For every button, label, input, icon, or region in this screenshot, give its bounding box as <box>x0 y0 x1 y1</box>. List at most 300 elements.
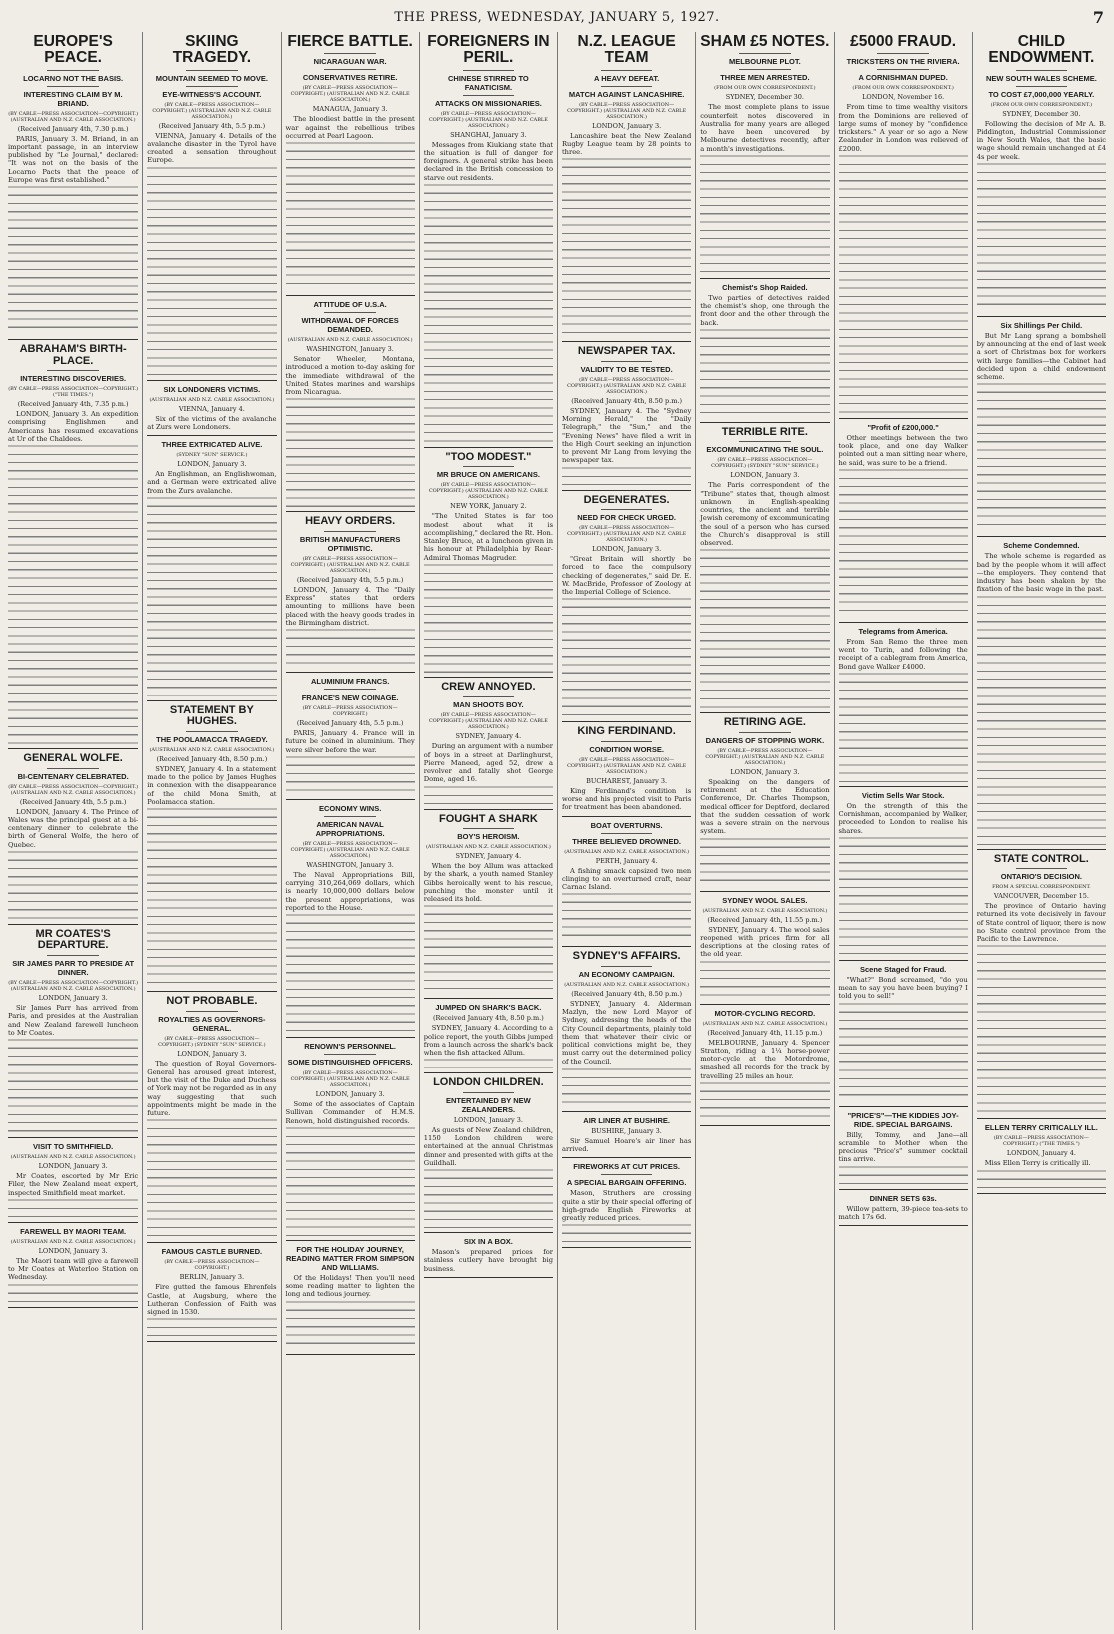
article-body: Fire gutted the famous Ehrenfels Castle, at Augsburg, where the Lutheran Confession of Faith was signed in 1530. <box>147 1283 276 1337</box>
divider <box>324 312 376 313</box>
article-subheading: SYDNEY WOOL SALES. <box>722 895 808 905</box>
dateline: SHANGHAI, January 3. <box>450 130 527 139</box>
article <box>286 677 415 800</box>
column-1 <box>4 32 142 1630</box>
dateline: SYDNEY, January 4. <box>455 852 522 861</box>
article-subheading: BRITISH MANUFACTURERS OPTIMISTIC. <box>299 534 401 553</box>
article-subheading: CONDITION WORSE. <box>589 744 664 754</box>
divider <box>186 70 238 71</box>
column-7 <box>834 32 972 1630</box>
article-subheading: CHINESE STIRRED TO FANATICISM. <box>448 73 529 92</box>
article-rule <box>700 712 829 713</box>
article <box>8 1142 138 1223</box>
article-subheading: THREE BELIEVED DROWNED. <box>572 836 681 846</box>
agency-credit: (AUSTRALIAN AND N.Z. CABLE ASSOCIATION.) <box>564 981 690 988</box>
article-subheading: EXCOMMUNICATING THE SOUL. <box>706 445 824 455</box>
article <box>147 440 276 701</box>
article-headline: CHILD ENDOWMENT. <box>988 33 1095 67</box>
article-headline: RETIRING AGE. <box>723 716 806 729</box>
article-rule <box>147 991 276 992</box>
article-subheading: LOCARNO NOT THE BASIS. <box>23 73 124 83</box>
article-subheading: ECONOMY WINS. <box>318 803 382 813</box>
article-rule <box>700 278 829 279</box>
article-subheading: NICARAGUAN WAR. <box>313 57 387 67</box>
article-subheading: A CORNISHMAN DUPED. <box>858 73 948 83</box>
agency-credit: (BY CABLE—PRESS ASSOCIATION—COPYRIGHT.) (AUSTRALIAN AND N.Z. CABLE ASSOCIATION.) <box>428 482 548 501</box>
article <box>424 814 553 1000</box>
article-body: The Paris correspondent of the "Tribune" states that, though almost unknown in English-speaking countries, the ancient and terrible Jewish ceremony of excommunicating the soul of a person who has cursed the Church's disapproval is still observed. <box>700 481 829 708</box>
article-rule <box>286 1240 415 1241</box>
agency-credit: (BY CABLE—PRESS ASSOCIATION—COPYRIGHT.) ("THE TIMES.") <box>993 1135 1089 1148</box>
article-subheading: INTERESTING DISCOVERIES. <box>20 374 127 384</box>
article <box>700 283 829 423</box>
article-rule <box>424 1232 553 1233</box>
article <box>700 717 829 891</box>
article-body: MELBOURNE, January 4. Spencer Stratton, riding a 1¼ horse-power motor-cycle at the Motordrome, smashed all records for the track by travelling 25 miles an hour. <box>700 1039 829 1121</box>
article-rule <box>977 316 1106 317</box>
article-subheading: "Profit of £200,000." <box>867 422 939 432</box>
agency-credit: (BY CABLE—PRESS ASSOCIATION—COPYRIGHT.) (AUSTRALIAN AND N.Z. CABLE ASSOCIATION.) <box>428 110 548 129</box>
article-rule <box>286 511 415 512</box>
article-subheading: ATTACKS ON MISSIONARIES. <box>434 98 542 108</box>
article-body: The Naval Appropriations Bill, carrying 310,264,069 dollars, which is nearly 10,000,000 dollars below the present appropriations, was reported to the House. <box>286 871 415 1033</box>
column-8 <box>972 32 1110 1630</box>
article-body: An Englishman, an Englishwoman, and a German were extricated alive from the Zurs avalanche. <box>147 470 276 696</box>
article-rule <box>700 1004 829 1005</box>
article-rule <box>147 700 276 701</box>
article-body: Mason's prepared prices for stainless cutlery have brought big business. <box>423 1248 553 1273</box>
article-body: The province of Ontario having returned its vote decisively in favour of State control of liquor, there is now no State control province from the Pacific to the Lawrence. <box>977 902 1106 1114</box>
article-subheading: THREE MEN ARRESTED. <box>720 73 810 83</box>
article-rule <box>8 748 138 749</box>
article-rule <box>839 1189 968 1190</box>
agency-credit: (BY CABLE—PRESS ASSOCIATION—COPYRIGHT.) (AUSTRALIAN AND N.Z. CABLE ASSOCIATION.) <box>567 376 687 395</box>
dateline: (Received January 4th, 11.15 p.m.) <box>707 1028 823 1037</box>
article-subheading: FRANCE'S NEW COINAGE. <box>301 693 399 703</box>
divider <box>324 69 376 70</box>
article-body: SYDNEY, January 4. According to a police report, the youth Gibbs jumped from a launch across the shark's back when the fish attacked Allum. <box>424 1024 553 1068</box>
article-headline: NEWSPAPER TAX. <box>577 345 676 358</box>
article-subheading: BI-CENTENARY CELEBRATED. <box>17 771 129 781</box>
article-rule <box>424 1277 553 1278</box>
article <box>839 423 968 623</box>
article-rule <box>977 1193 1106 1194</box>
article-body: "What?" Bond screamed, "do you mean to say you have been buying? I told you to sell!" <box>839 976 968 1102</box>
article-body: King Ferdinand's condition is worse and his projected visit to Paris for treatment has been abandoned. <box>562 786 692 812</box>
article <box>977 854 1106 1120</box>
article-rule <box>8 1137 138 1138</box>
article-subheading: SIR JAMES PARR TO PRESIDE AT DINNER. <box>12 959 135 978</box>
article-rule <box>424 998 553 999</box>
article <box>562 1162 691 1248</box>
article-rule <box>562 816 691 817</box>
dateline: PERTH, January 4. <box>595 856 658 865</box>
article-body: Speaking on the dangers of retirement at the Education Conference, Dr. Charles Thompson, medical officer for Deptford, declared that the sudden cessation of work was a severe strain on the nervous system. <box>700 778 829 887</box>
article <box>286 300 415 512</box>
column-5 <box>557 32 695 1630</box>
agency-credit: (BY CABLE—PRESS ASSOCIATION—COPYRIGHT.) (AUSTRALIAN AND N.Z. CABLE ASSOCIATION.) <box>428 712 548 731</box>
article <box>839 791 968 961</box>
article <box>977 541 1106 849</box>
divider <box>601 86 653 87</box>
article <box>562 1116 691 1159</box>
article-rule <box>147 1242 276 1243</box>
dateline: (Received January 4th, 8.50 p.m.) <box>571 989 682 998</box>
article-subheading: TO COST £7,000,000 YEARLY. <box>988 89 1095 99</box>
article <box>424 452 553 678</box>
article <box>562 821 691 948</box>
dateline: BUSHIRE, January 3. <box>591 1126 662 1135</box>
article <box>839 965 968 1107</box>
article-rule <box>286 295 415 296</box>
agency-credit: (BY CABLE—PRESS ASSOCIATION—COPYRIGHT.) (AUSTRALIAN AND N.Z. CABLE ASSOCIATION.) <box>8 110 139 123</box>
article-body: On the strength of this the Cornishman, accompanied by Walker, proceeded to London to realise his shares. <box>839 802 968 956</box>
dateline: LONDON, January 3. <box>730 767 800 776</box>
article <box>700 896 829 1005</box>
article <box>977 1123 1106 1193</box>
article <box>286 804 415 1038</box>
article <box>286 1245 415 1355</box>
divider <box>324 53 376 54</box>
article-body: Mason, Struthers are crossing quite a stir by their special offering of high-grade English Fireworks at greatly reduced prices. <box>562 1189 691 1243</box>
dateline: NEW YORK, January 2. <box>450 502 527 511</box>
divider <box>186 86 238 87</box>
divider <box>877 69 929 70</box>
article-subheading: RENOWN'S PERSONNEL. <box>304 1042 397 1052</box>
article-subheading: TRICKSTERS ON THE RIVIERA. <box>846 57 960 67</box>
article-subheading: "PRICE'S"—THE KIDDIES JOY-RIDE. SPECIAL BARGAINS. <box>847 1110 959 1129</box>
article-headline: ABRAHAM'S BIRTH-PLACE. <box>19 343 127 367</box>
divider <box>324 1054 376 1055</box>
divider <box>601 361 653 362</box>
article <box>286 516 415 673</box>
article <box>424 1237 553 1278</box>
agency-credit: (BY CABLE—PRESS ASSOCIATION—COPYRIGHT.) (AUSTRALIAN AND N.Z. CABLE ASSOCIATION.) <box>290 555 410 574</box>
article-subheading: INTERESTING CLAIM BY M. BRIAND. <box>23 89 123 108</box>
divider <box>1016 868 1068 869</box>
article-body: From San Remo the three men went to Turin, and following the receipt of a cablegram from America, Bond gave Walker £4000. <box>839 638 968 782</box>
article-rule <box>424 809 553 810</box>
article-body: "Great Britain will shortly be forced to face the compulsory checking of degenerates," said Dr. E. W. MacBride, Professor of Zoology at the Imperial College of Science. <box>562 555 691 717</box>
article-subheading: THE POOLAMACCA TRAGEDY. <box>156 734 268 744</box>
article-subheading: ROYALTIES AS GOVERNORS-GENERAL. <box>158 1014 266 1033</box>
agency-credit: (BY CABLE—PRESS ASSOCIATION—COPYRIGHT.) (AUSTRALIAN AND N.Z. CABLE ASSOCIATION.) <box>290 85 410 104</box>
dateline: SYDNEY, December 30. <box>725 93 804 102</box>
article-body: The whole scheme is regarded as bad by the people whom it will affect—the employers. They contend that industry has been shaken by the fixation of the basic wage in the past. <box>977 552 1106 844</box>
article-headline: FOREIGNERS IN PERIL. <box>427 33 550 67</box>
article-headline: N.Z. LEAGUE TEAM <box>577 33 676 67</box>
agency-credit: (AUSTRALIAN AND N.Z. CABLE ASSOCIATION.) <box>10 1238 136 1245</box>
article-subheading: FIREWORKS AT CUT PRICES. <box>573 1162 680 1172</box>
agency-credit: (AUSTRALIAN AND N.Z. CABLE ASSOCIATION.) <box>702 907 828 914</box>
divider <box>463 696 515 697</box>
agency-credit: (BY CABLE—PRESS ASSOCIATION—COPYRIGHT.) (AUSTRALIAN AND N.Z. CABLE ASSOCIATION.) <box>290 840 410 859</box>
divider <box>186 731 238 732</box>
article-subheading: Telegrams from America. <box>858 626 948 636</box>
article-body: Miss Ellen Terry is critically ill. <box>977 1159 1106 1188</box>
article-subheading: ATTITUDE OF U.S.A. <box>313 300 387 310</box>
article <box>8 753 138 925</box>
article-headline: SYDNEY'S AFFAIRS. <box>572 950 681 963</box>
dateline: LONDON, January 3. <box>177 1049 247 1058</box>
article-rule <box>424 1072 553 1073</box>
agency-credit: (BY CABLE—PRESS ASSOCIATION—COPYRIGHT.) (SYDNEY "SUN" SERVICE.) <box>711 457 819 470</box>
divider <box>601 70 653 71</box>
article-subheading: Chemist's Shop Raided. <box>722 282 808 292</box>
article-subheading: FAREWELL BY MAORI TEAM. <box>20 1226 127 1236</box>
article-subheading: A SPECIAL BARGAIN OFFERING. <box>566 1178 687 1188</box>
agency-credit: (FROM OUR OWN CORRESPONDENT.) <box>990 101 1093 108</box>
article-body: Other meetings between the two took place, and one day Walker pointed out a man sitting near where, he said, was sure to be a friend. <box>839 434 968 618</box>
article-body: "The United States is far too modest about what it is accomplishing," declared the Rt. Hon. Stanley Bruce, at a luncheon given in his honour at Philadelphia by Rear-Admiral Thomas Magruder. <box>424 512 553 673</box>
dateline: (Received January 4th, 5.5 p.m.) <box>296 719 404 728</box>
article-subheading: Scheme Condemned. <box>1003 541 1080 551</box>
article-subheading: AIR LINER AT BUSHIRE. <box>583 1115 670 1125</box>
divider <box>463 466 515 467</box>
dateline: (Received January 4th, 8.50 p.m.) <box>156 754 268 763</box>
agency-credit: (SYDNEY "SUN" SERVICE.) <box>176 452 248 459</box>
dateline: LONDON, January 3. <box>38 994 108 1003</box>
article-subheading: ENTERTAINED BY NEW ZEALANDERS. <box>446 1095 531 1114</box>
divider <box>47 86 99 87</box>
agency-credit: (AUSTRALIAN AND N.Z. CABLE ASSOCIATION.) <box>702 1020 828 1027</box>
article-body: When the boy Allum was attacked by the shark, a youth named Stanley Gibbs heroically went to his rescue, punching the monster until it released its hold. <box>424 862 553 994</box>
agency-credit: (AUSTRALIAN AND N.Z. CABLE ASSOCIATION.) <box>149 396 275 403</box>
article-body: LONDON, January 4. The Prince of Wales was the principal guest at a bi-centenary dinner to celebrate the birth of General Wolfe, the hero of Quebec. <box>8 808 138 920</box>
dateline: (Received January 4th, 5.5 p.m.) <box>19 797 127 806</box>
divider <box>186 1011 238 1012</box>
article <box>424 682 553 810</box>
article-body: The most complete plans to issue counterfeit notes discovered in Australia for many years are alleged to have been uncovered by Melbourne detectives recently, after a month's investigations. <box>700 103 829 274</box>
article <box>700 34 829 279</box>
article-body: PARIS, January 3. M. Briand, in an important passage, in an interview published by "Le Journal," declared: "It was not on the basis of the Locarno Pacts that the peace of Europe was first established." <box>8 135 138 336</box>
article-rule <box>977 536 1106 537</box>
dateline: LONDON, January 3. <box>592 545 662 554</box>
dateline: (Received January 4th, 7.35 p.m.) <box>17 400 129 409</box>
divider <box>739 53 791 54</box>
dateline: SYDNEY, January 4. <box>455 732 522 741</box>
article <box>424 1003 553 1073</box>
article <box>424 34 553 448</box>
dateline: (Received January 4th, 5.5 p.m.) <box>158 121 266 130</box>
article-rule <box>562 341 691 342</box>
article-body: Mr Coates, escorted by Mr Eric Filer, the New Zealand meat expert, inspected Smithfield meat market. <box>8 1172 138 1218</box>
article-subheading: FOR THE HOLIDAY JOURNEY, READING MATTER FROM SIMPSON AND WILLIAMS. <box>286 1244 415 1272</box>
divider <box>47 370 99 371</box>
article-subheading: MR BRUCE ON AMERICANS. <box>436 470 540 480</box>
article-body: SYDNEY, January 4. The "Sydney Morning Herald," the "Daily Telegraph," the "Sun," and the "Evening News" have filed a writ in the High Court seeking an injunction to prevent Mr Lang from levying the newspaper tax. <box>562 407 691 486</box>
agency-credit: (FROM OUR OWN CORRESPONDENT.) <box>852 85 954 92</box>
article <box>977 321 1106 538</box>
article-headline: LONDON CHILDREN. <box>433 1076 544 1089</box>
article-rule <box>562 721 691 722</box>
article-rule <box>562 1157 691 1158</box>
article-subheading: NEED FOR CHECK URGED. <box>577 513 676 523</box>
article <box>286 1042 415 1241</box>
article-headline: GENERAL WOLFE. <box>23 752 123 765</box>
masthead <box>0 0 1114 32</box>
dateline: LONDON, January 3. <box>177 460 247 469</box>
article-body: Six of the victims of the avalanche at Zurs were Londoners. <box>147 414 277 431</box>
article-subheading: VISIT TO SMITHFIELD. <box>32 1142 114 1152</box>
agency-credit: (BY CABLE—PRESS ASSOCIATION—COPYRIGHT.) (AUSTRALIAN AND N.Z. CABLE ASSOCIATION.) <box>8 783 139 796</box>
article-rule <box>839 786 968 787</box>
divider <box>47 70 99 71</box>
article-rule <box>286 1354 415 1355</box>
divider <box>601 1174 653 1175</box>
column-4 <box>419 32 557 1630</box>
article-headline: SHAM £5 NOTES. <box>700 33 830 50</box>
dateline: BERLIN, January 3. <box>179 1273 245 1282</box>
article-subheading: DINNER SETS 63s. <box>869 1193 937 1203</box>
divider <box>877 53 929 54</box>
article-rule <box>147 435 276 436</box>
article <box>147 705 276 992</box>
article-subheading: VALIDITY TO BE TESTED. <box>580 364 673 374</box>
article-body: Of the Holidays! Then you'll need some reading matter to lighten the long and tedious journey. <box>286 1274 415 1350</box>
article-subheading: Six Shillings Per Child. <box>1000 320 1083 330</box>
article <box>8 344 138 749</box>
article-body: A fishing smack capsized two men clinging to an overturned craft, near Carnac Island. <box>562 867 691 943</box>
dateline: LONDON, January 3. <box>592 121 662 130</box>
article-body: SYDNEY, January 4. Alderman Mazlyn, the new Lord Mayor of Sydney, addressing the heads of the City Council departments, plainly told them that whatever their civic or political convictions might be, they must carry out the determined policy of the Council. <box>562 1000 691 1107</box>
article-headline: CREW ANNOYED. <box>441 680 536 693</box>
article-body: VIENNA, January 4. Details of the avalanche disaster in the Tyrol have created a sensation throughout Europe. <box>147 132 276 376</box>
dateline: (Received January 4th, 7.30 p.m.) <box>17 124 129 133</box>
divider <box>47 768 99 769</box>
dateline: VANCOUVER, December 15. <box>993 892 1089 901</box>
agency-credit: (BY CABLE—PRESS ASSOCIATION—COPYRIGHT.) (AUSTRALIAN AND N.Z. CABLE ASSOCIATION.) <box>567 101 687 120</box>
dateline: LONDON, January 3. <box>453 1115 523 1124</box>
article-body: LONDON, January 3. An expedition comprising Englishmen and Americans has resumed excavations at Ur of the Chaldees. <box>8 410 138 744</box>
article-rule <box>839 1106 968 1107</box>
dateline: LONDON, January 3. <box>38 1246 108 1255</box>
article-rule <box>8 339 138 340</box>
article-rule <box>977 849 1106 850</box>
dateline: (Received January 4th, 8.50 p.m.) <box>432 1014 544 1023</box>
article-rule <box>286 672 415 673</box>
agency-credit: (AUSTRALIAN AND N.Z. CABLE ASSOCIATION.) <box>287 337 413 344</box>
dateline: LONDON, January 3. <box>38 1162 108 1171</box>
article-headline: SKIING TRAGEDY. <box>172 33 252 67</box>
agency-credit: (AUSTRALIAN AND N.Z. CABLE ASSOCIATION.) <box>149 746 275 753</box>
article-body: Sir James Parr has arrived from Paris, and presides at the Australian and New Zealand farewell luncheon to Mr Coates. <box>8 1004 138 1133</box>
divider <box>324 689 376 690</box>
article-body: The Maori team will give a farewell to Mr Coates at Waterloo Station on Wednesday. <box>8 1257 138 1303</box>
article-body: SYDNEY, January 4. The wool sales reopened with prices firm for all descriptions at the closing rates of the old year. <box>700 926 829 1000</box>
dateline: WASHINGTON, January 3. <box>306 345 394 354</box>
article <box>8 1227 138 1308</box>
article-subheading: DANGERS OF STOPPING WORK. <box>705 735 825 745</box>
article-rule <box>286 799 415 800</box>
article-subheading: SIX LONDONERS VICTIMS. <box>163 384 261 394</box>
article-rule <box>562 490 691 491</box>
article-body: The question of Royal Governors-General has aroused great interest, but the visit of the Duke and Duchess of York may not be regarded as in any way suggesting that such appointments might be made in the future. <box>147 1060 276 1239</box>
dateline: (Received January 4th, 8.50 p.m.) <box>571 396 682 405</box>
article-subheading: MAN SHOOTS BOY. <box>453 700 524 710</box>
article-headline: "TOO MODEST." <box>445 450 532 463</box>
agency-credit: (AUSTRALIAN AND N.Z. CABLE ASSOCIATION.) <box>425 844 551 851</box>
divider <box>1016 86 1068 87</box>
article <box>700 1009 829 1126</box>
article-body: Senator Wheeler, Montana, introduced a motion to-day asking for the immediate withdrawal of the United States marines and warships from Nicaragua. <box>286 355 415 507</box>
divider <box>463 828 515 829</box>
dateline: SYDNEY, December 30. <box>1002 109 1081 118</box>
dateline: MANAGUA, January 3. <box>312 105 388 114</box>
article-subheading: EYE-WITNESS'S ACCOUNT. <box>162 89 262 99</box>
article-body: Billy, Tommy, and Jane—all scramble to Mother when the precious "Price's" summer cocktail tins arrive. <box>839 1131 968 1185</box>
column-3 <box>281 32 419 1630</box>
article-rule <box>562 946 691 947</box>
article-headline: KING FERDINAND. <box>577 725 676 738</box>
agency-credit: (FROM OUR OWN CORRESPONDENT.) <box>714 85 816 92</box>
article-rule <box>700 891 829 892</box>
article-rule <box>700 422 829 423</box>
article-rule <box>8 1222 138 1223</box>
article-headline: HEAVY ORDERS. <box>305 515 396 528</box>
divider <box>463 70 515 71</box>
article-subheading: NEW SOUTH WALES SCHEME. <box>985 73 1097 83</box>
article-rule <box>562 1247 691 1248</box>
article-rule <box>839 1225 968 1226</box>
article <box>562 951 691 1112</box>
article-headline: FIERCE BATTLE. <box>287 33 413 50</box>
article-subheading: CONSERVATIVES RETIRE. <box>302 73 398 83</box>
article-subheading: MOTOR-CYCLING RECORD. <box>714 1008 816 1018</box>
article-body: Messages from Kiukiang state that the situation is full of danger for foreigners. A general strike has been declared in the British concession to starve out residents. <box>424 141 553 443</box>
article-rule <box>147 380 276 381</box>
article-subheading: AN ECONOMY CAMPAIGN. <box>578 969 675 979</box>
agency-credit: (BY CABLE—PRESS ASSOCIATION—COPYRIGHT.) (AUSTRALIAN AND N.Z. CABLE ASSOCIATION.) <box>152 101 272 120</box>
article <box>839 1111 968 1190</box>
article-body: Sir Samuel Hoare's air liner has arrived. <box>562 1136 692 1154</box>
article <box>700 427 829 714</box>
article <box>147 385 276 437</box>
article <box>562 346 691 490</box>
article-subheading: A HEAVY DEFEAT. <box>594 73 660 83</box>
divider <box>601 509 653 510</box>
article-subheading: SIX IN A BOX. <box>463 1237 513 1247</box>
agency-credit: (BY CABLE—PRESS ASSOCIATION—COPYRIGHT.) ("THE TIMES.") <box>8 386 139 399</box>
divider <box>463 1092 515 1093</box>
agency-credit: (BY CABLE—PRESS ASSOCIATION—COPYRIGHT.) (AUSTRALIAN AND N.Z. CABLE ASSOCIATION.) <box>8 980 139 993</box>
column-6 <box>695 32 833 1630</box>
dateline: (Received January 4th, 5.5 p.m.) <box>296 575 404 584</box>
article-subheading: WITHDRAWAL OF FORCES DEMANDED. <box>301 316 399 335</box>
divider <box>739 441 791 442</box>
agency-credit: (BY CABLE—PRESS ASSOCIATION—COPYRIGHT.) (AUSTRALIAN AND N.Z. CABLE ASSOCIATION.) <box>705 747 825 766</box>
article <box>839 1194 968 1227</box>
article-rule <box>8 924 138 925</box>
article-body: Willow pattern, 39-piece tea-sets to match 17s 6d. <box>838 1204 968 1221</box>
article-body: Lancashire beat the New Zealand Rugby League team by 28 points to three. <box>562 132 691 338</box>
page-header: THE PRESS, WEDNESDAY, JANUARY 5, 1927. <box>394 10 720 25</box>
agency-credit: (BY CABLE—PRESS ASSOCIATION—COPYRIGHT.) (AUSTRALIAN AND N.Z. CABLE ASSOCIATION.) <box>567 525 687 544</box>
article-rule <box>839 622 968 623</box>
article-body: Two parties of detectives raided the chemist's shop, one through the front door and the other through the back. <box>700 294 829 418</box>
agency-credit: (AUSTRALIAN AND N.Z. CABLE ASSOCIATION.) <box>10 1154 136 1161</box>
article <box>562 34 691 342</box>
article-rule <box>977 1118 1106 1119</box>
column-2 <box>142 32 280 1630</box>
article-headline: NOT PROBABLE. <box>166 995 258 1008</box>
article-body: From time to time wealthy visitors from the Dominions are relieved of large sums of money by "confidence tricksters." A year or so ago a New Zealander in London was relieved of £2000. <box>839 103 968 414</box>
article-rule <box>839 418 968 419</box>
article-body: LONDON, January 4. The "Daily Express" states that orders amounting to millions have been placed with the heavy goods trades in the Birmingham district. <box>286 586 415 668</box>
article-headline: FOUGHT A SHARK <box>438 812 538 825</box>
divider <box>739 732 791 733</box>
article-body: SYDNEY, January 4. In a statement made to the police by James Hughes in connexion with the disappearance of the child Mona Smith, at Poolamacca station. <box>147 765 276 987</box>
